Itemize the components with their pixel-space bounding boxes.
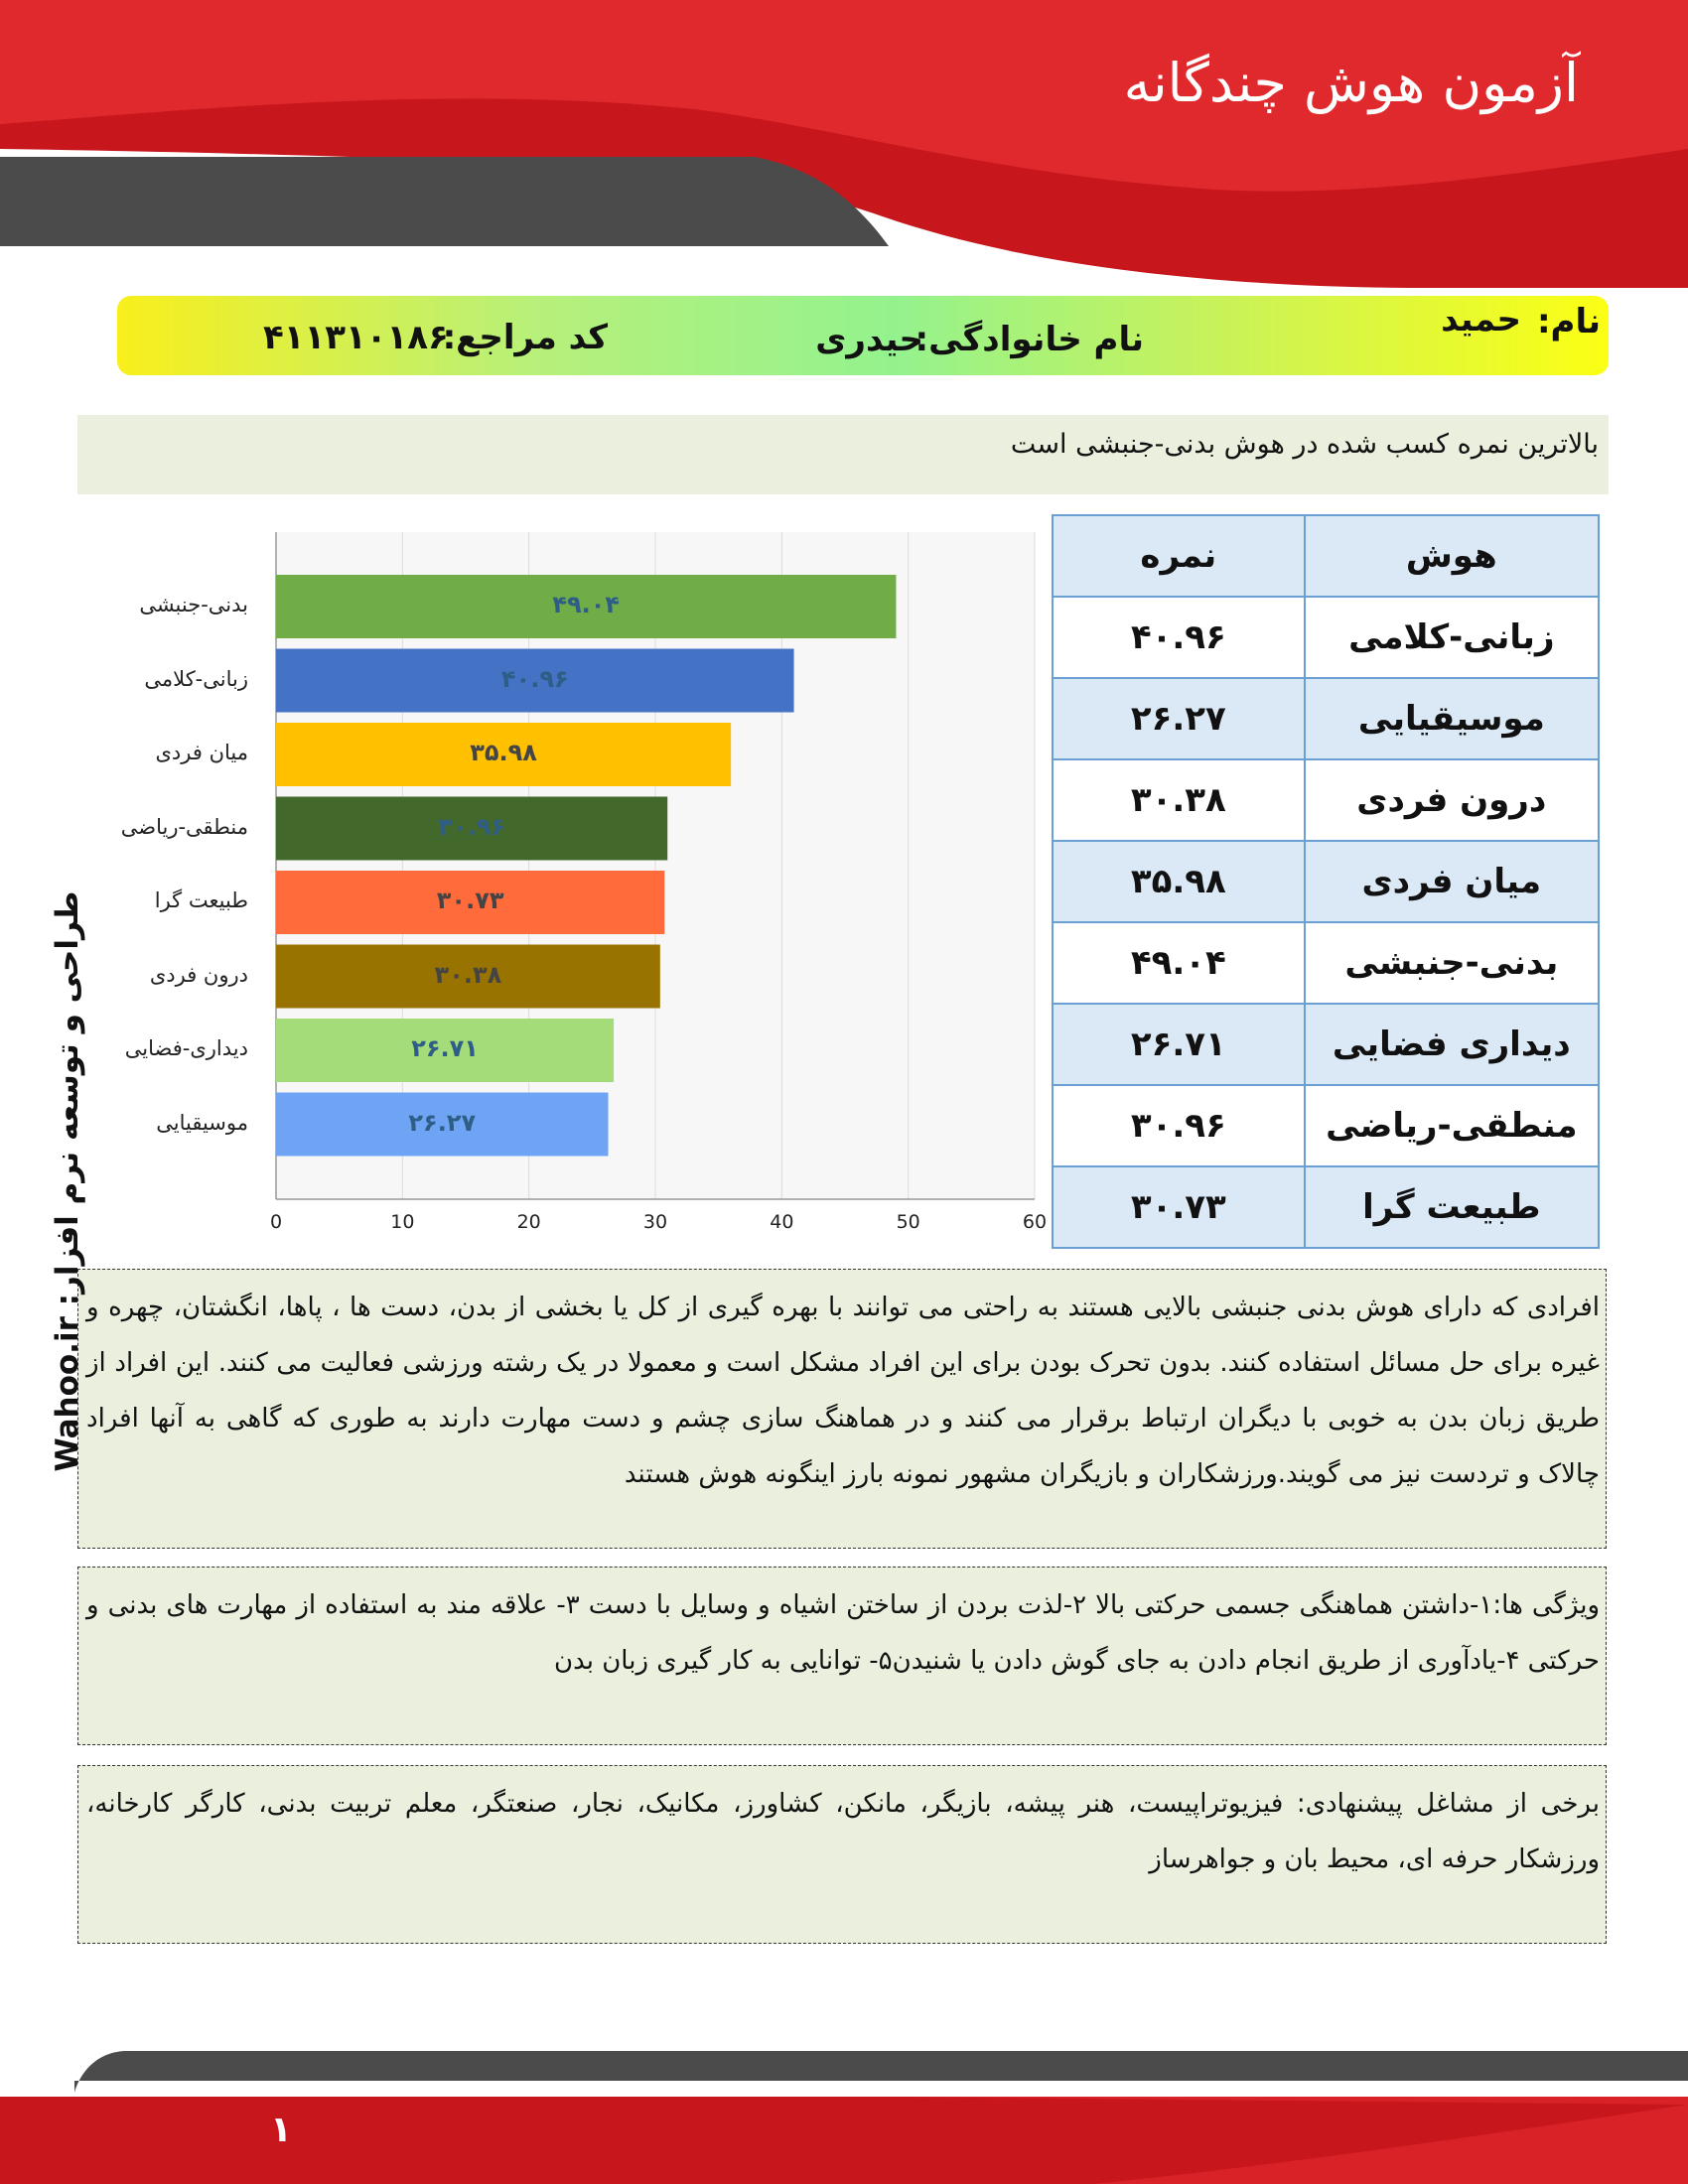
table-cell-intelligence: موسیقیایی: [1305, 678, 1599, 759]
footer-banner: [0, 2045, 1688, 2184]
last-name-value: حیدری: [815, 320, 923, 359]
table-header-row: [1053, 515, 1599, 597]
description-text: افرادی که دارای هوش بدنی جنبشی بالایی هستند به راحتی می توانند با بهره گیری از کل یا بخشی از بدن، دست ها ، پاها، انگشتان، چهره و غیره برای حل مسائل استفاده کنند. بدون تحرک بودن برای این افراد مشکل است و معمولا در یک رشته ورزشی فعالیت می کنند. این افراد از طریق زبان بدن به خوبی با دیگران ارتباط برقرار می کنند و در هماهنگ سازی چشم و دست مهارت دارند به طوری که گاهی به آنها افراد چالاک و تردست نیز می گویند.ورزشکاران و بازیگران مشهور نمونه بارز اینگونه هوش هستند: [86, 1293, 1600, 1489]
jobs-box: [77, 1765, 1607, 1944]
table-row: [1053, 678, 1599, 759]
table-row: [1053, 841, 1599, 922]
chart-category-label: طبیعت گرا: [154, 888, 248, 912]
chart-x-tick-label: 50: [896, 1211, 920, 1233]
summary-text: بالاترین نمره کسب شده در هوش بدنی-جنبشی است: [1010, 429, 1599, 460]
intelligence-bar-chart: [268, 532, 1043, 1207]
chart-x-tick-label: 0: [269, 1211, 283, 1233]
chart-x-tick-label: 10: [390, 1211, 415, 1233]
chart-value-label: ۲۶.۷۱: [411, 1034, 479, 1062]
chart-value-label: ۳۵.۹۸: [470, 739, 537, 766]
chart-category-label: میان فردی: [155, 741, 248, 764]
chart-x-tick-label: 40: [770, 1211, 794, 1233]
chart-category-label: دیداری-فضایی: [124, 1036, 248, 1060]
table-cell-score: ۴۰.۹۶: [1053, 597, 1305, 678]
chart-category-label: منطقی-ریاضی: [120, 814, 248, 839]
summary-box: [77, 415, 1609, 494]
table-cell-score: ۲۶.۲۷: [1053, 678, 1305, 759]
chart-category-label: بدنی-جنبشی: [139, 593, 248, 616]
table-cell-score: ۳۰.۳۸: [1053, 759, 1305, 841]
software-credit: طراحی و توسعه نرم افزار: Wahoo.ir: [50, 890, 85, 1472]
first-name-value: حمید: [1441, 300, 1521, 340]
chart-value-label: ۳۰.۳۸: [434, 960, 502, 989]
features-text: ویژگی ها:۱-داشتن هماهنگی جسمی حرکتی بالا ۲-لذت بردن از ساختن اشیاه و وسایل با دست ۳- علاقه مند به استفاده از مهارت های بدنی و حرکتی ۴-یادآوری از طریق انجام دادن به جای گوش دادن یا شنیدن۵- توانایی به کار گیری زبان بدن: [86, 1590, 1601, 1676]
table-cell-intelligence: بدنی-جنبشی: [1305, 922, 1599, 1004]
table-cell-intelligence: منطقی-ریاضی: [1305, 1085, 1599, 1166]
table-cell-score: ۲۶.۷۱: [1053, 1004, 1305, 1085]
chart-x-tick-label: 60: [1022, 1211, 1048, 1233]
jobs-text: برخی از مشاغل پیشنهادی: فیزیوتراپیست، هنر پیشه، بازیگر، مانکن، کشاورز، مکانیک، نجار، صنعتگر، معلم تربیت بدنی، کارگر کارخانه، ورزشکار حرفه ای، محیط بان و جواهرساز: [86, 1789, 1600, 1874]
table-row: [1053, 1166, 1599, 1248]
header-score: نمره: [1053, 515, 1305, 597]
table-cell-intelligence: طبیعت گرا: [1305, 1166, 1599, 1248]
features-box: [77, 1567, 1607, 1745]
table-cell-score: ۳۰.۷۳: [1053, 1166, 1305, 1248]
table-row: [1053, 1085, 1599, 1166]
chart-category-label: درون فردی: [149, 962, 248, 987]
table-cell-intelligence: زبانی-کلامی: [1305, 597, 1599, 678]
chart-x-tick-label: 20: [516, 1211, 541, 1233]
table-row: [1053, 1004, 1599, 1085]
table-row: [1053, 922, 1599, 1004]
table-cell-score: ۳۵.۹۸: [1053, 841, 1305, 922]
table-cell-intelligence: دیداری فضایی: [1305, 1004, 1599, 1085]
chart-value-label: ۴۰.۹۶: [500, 664, 569, 693]
ref-code-value: ۴۱۱۳۱۰۱۸۶: [263, 318, 449, 357]
page-number: ۱: [270, 2110, 292, 2150]
table-cell-intelligence: درون فردی: [1305, 759, 1599, 841]
table-cell-intelligence: میان فردی: [1305, 841, 1599, 922]
header-intelligence: هوش: [1305, 515, 1599, 597]
table-row: [1053, 759, 1599, 841]
chart-value-label: ۲۶.۲۷: [408, 1108, 477, 1137]
last-name-label: نام خانوادگی:: [914, 320, 1144, 359]
score-table: [1052, 514, 1600, 1249]
chart-value-label: ۴۹.۰۴: [552, 591, 621, 618]
ref-code-label: کد مراجع:: [442, 318, 608, 357]
chart-category-label: موسیقیایی: [156, 1110, 248, 1135]
chart-value-label: ۳۰.۹۶: [438, 812, 505, 841]
table-cell-score: ۴۹.۰۴: [1053, 922, 1305, 1004]
chart-value-label: ۳۰.۷۳: [436, 887, 504, 914]
first-name-label: نام:: [1536, 302, 1601, 341]
chart-x-tick-label: 30: [642, 1211, 668, 1233]
header-banner: [0, 0, 1688, 288]
table-cell-score: ۳۰.۹۶: [1053, 1085, 1305, 1166]
description-box: [77, 1269, 1607, 1549]
document-title: آزمون هوش چندگانه: [1123, 52, 1579, 114]
chart-category-label: زبانی-کلامی: [144, 666, 248, 691]
table-row: [1053, 597, 1599, 678]
